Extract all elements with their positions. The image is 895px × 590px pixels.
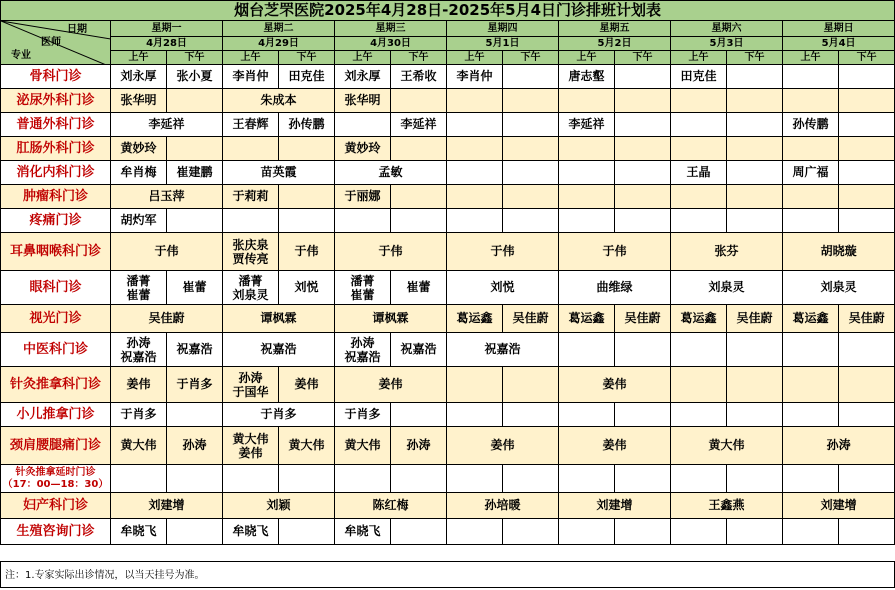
- doctor-cell: 孙传鹏: [783, 113, 839, 137]
- doctor-cell: 王希收: [391, 65, 447, 89]
- doctor-cell: 苗英霞: [223, 161, 335, 185]
- doctor-cell: [839, 403, 895, 427]
- doctor-cell: 牟晓飞: [223, 519, 279, 545]
- doctor-cell: 牟晓飞: [335, 519, 391, 545]
- doctor-cell: 于伟: [447, 233, 559, 271]
- doctor-cell: [503, 137, 559, 161]
- department-name: 生殖咨询门诊: [1, 519, 111, 545]
- department-name-line: 针灸推拿延时门诊: [15, 466, 96, 478]
- date-header: 5月3日: [671, 37, 783, 51]
- department-name: 肿瘤科门诊: [1, 185, 111, 209]
- department-name: 普通外科门诊: [1, 113, 111, 137]
- doctor-cell: 姜伟: [111, 367, 167, 403]
- doctor-cell: 姜伟: [559, 427, 671, 465]
- department-name: 视光门诊: [1, 305, 111, 333]
- doctor-cell: [447, 185, 503, 209]
- doctor-cell: 于肖多: [167, 367, 223, 403]
- doctor-cell: 刘永厚: [335, 65, 391, 89]
- table-row: [1, 427, 895, 465]
- table-row: [1, 493, 895, 519]
- doctor-cell: 祝嘉浩: [447, 333, 559, 367]
- doctor-cell: 崔建鹏: [167, 161, 223, 185]
- doctor-cell: 王晶: [671, 161, 727, 185]
- weekday-header: 星期四: [447, 21, 559, 37]
- table-row: [1, 403, 895, 427]
- doctor-cell: [783, 403, 839, 427]
- doctor-cell: [223, 367, 279, 403]
- doctor-cell: [223, 427, 279, 465]
- doctor-cell: [615, 209, 671, 233]
- doctor-cell: [727, 161, 783, 185]
- weekday-header: 星期五: [559, 21, 671, 37]
- doctor-cell: 刘悦: [447, 271, 559, 305]
- doctor-cell: 黄大伟: [111, 427, 167, 465]
- doctor-cell: [615, 65, 671, 89]
- doctor-cell: [671, 465, 727, 493]
- doctor-cell: [503, 367, 559, 403]
- doctor-name: 潘菁: [126, 273, 151, 288]
- doctor-cell: 吴佳蔚: [503, 305, 559, 333]
- table-row: [1, 161, 895, 185]
- doctor-cell: [223, 137, 279, 161]
- date-header: 5月4日: [783, 37, 895, 51]
- weekday-header: 星期六: [671, 21, 783, 37]
- department-name: 泌尿外科门诊: [1, 89, 111, 113]
- doctor-cell: [727, 89, 783, 113]
- doctor-cell: [111, 333, 167, 367]
- doctor-cell: [615, 465, 671, 493]
- doctor-cell: 刘泉灵: [783, 271, 895, 305]
- doctor-cell: 陈红梅: [335, 493, 447, 519]
- afternoon-header: 下午: [391, 51, 447, 65]
- doctor-cell: [167, 209, 223, 233]
- page-title: 烟台芝罘医院2025年4月28日-2025年5月4日门诊排班计划表: [1, 1, 895, 21]
- doctor-cell: [167, 137, 223, 161]
- doctor-cell: 孙培暖: [447, 493, 559, 519]
- doctor-cell: 于伟: [279, 233, 335, 271]
- doctor-cell: 于伟: [559, 233, 671, 271]
- doctor-cell: [279, 185, 335, 209]
- doctor-cell: 葛运鑫: [671, 305, 727, 333]
- doctor-cell: [447, 89, 503, 113]
- date-header: 5月2日: [559, 37, 671, 51]
- doctor-cell: 刘建增: [559, 493, 671, 519]
- doctor-cell: [839, 89, 895, 113]
- doctor-cell: 王鑫燕: [671, 493, 783, 519]
- doctor-cell: [447, 113, 503, 137]
- doctor-cell: [447, 465, 503, 493]
- doctor-cell: 祝嘉浩: [223, 333, 335, 367]
- doctor-cell: [503, 465, 559, 493]
- doctor-cell: 胡晓璇: [783, 233, 895, 271]
- doctor-cell: 刘悦: [279, 271, 335, 305]
- doctor-cell: 吕玉萍: [111, 185, 223, 209]
- doctor-cell: 孙涛: [391, 427, 447, 465]
- department-name: 耳鼻咽喉科门诊: [1, 233, 111, 271]
- morning-header: 上午: [559, 51, 615, 65]
- department-name: 骨科门诊: [1, 65, 111, 89]
- doctor-cell: 姜伟: [279, 367, 335, 403]
- doctor-cell: [391, 185, 447, 209]
- doctor-cell: [671, 403, 727, 427]
- table-row: [1, 465, 895, 493]
- doctor-cell: [335, 113, 391, 137]
- table-row: [1, 89, 895, 113]
- doctor-cell: [839, 113, 895, 137]
- doctor-cell: 祝嘉浩: [167, 333, 223, 367]
- doctor-name: 姜伟: [238, 445, 263, 460]
- doctor-name: 孙涛: [350, 335, 375, 350]
- doctor-cell: [447, 367, 503, 403]
- department-name: 中医科门诊: [1, 333, 111, 367]
- doctor-name: 于国华: [232, 384, 269, 399]
- afternoon-header: 下午: [727, 51, 783, 65]
- doctor-cell: 葛运鑫: [783, 305, 839, 333]
- table-row: [1, 233, 895, 271]
- department-name: 疼痛门诊: [1, 209, 111, 233]
- corner-specialty-label: 专业: [11, 50, 31, 61]
- doctor-cell: 李延祥: [391, 113, 447, 137]
- doctor-cell: [503, 185, 559, 209]
- doctor-cell: [559, 465, 615, 493]
- doctor-cell: 姜伟: [335, 367, 447, 403]
- date-header: 4月29日: [223, 37, 335, 51]
- doctor-cell: 孙涛: [167, 427, 223, 465]
- doctor-cell: 张小夏: [167, 65, 223, 89]
- doctor-cell: [727, 519, 783, 545]
- doctor-cell: [335, 209, 391, 233]
- corner-date-label: 日期: [67, 24, 87, 35]
- doctor-cell: 黄妙玲: [111, 137, 167, 161]
- morning-header: 上午: [111, 51, 167, 65]
- doctor-cell: [391, 519, 447, 545]
- doctor-cell: [727, 137, 783, 161]
- doctor-name: 孙涛: [126, 335, 151, 350]
- doctor-cell: [391, 465, 447, 493]
- department-name: 肛肠外科门诊: [1, 137, 111, 161]
- doctor-cell: [671, 209, 727, 233]
- doctor-cell: [391, 89, 447, 113]
- doctor-cell: [279, 209, 335, 233]
- doctor-cell: [839, 161, 895, 185]
- doctor-cell: 吴佳蔚: [111, 305, 223, 333]
- doctor-cell: 刘泉灵: [671, 271, 783, 305]
- doctor-cell: [447, 161, 503, 185]
- department-name: 颈肩腰腿痛门诊: [1, 427, 111, 465]
- doctor-name: 张庆泉: [232, 237, 269, 252]
- doctor-cell: [839, 137, 895, 161]
- doctor-cell: [503, 161, 559, 185]
- doctor-cell: 于伟: [111, 233, 223, 271]
- doctor-cell: [223, 209, 279, 233]
- doctor-cell: [335, 333, 391, 367]
- doctor-cell: 孙传鹏: [279, 113, 335, 137]
- doctor-name: 刘泉灵: [232, 287, 269, 302]
- doctor-cell: 田克佳: [279, 65, 335, 89]
- table-row: [1, 367, 895, 403]
- afternoon-header: 下午: [279, 51, 335, 65]
- doctor-cell: 黄大伟: [671, 427, 783, 465]
- doctor-cell: [447, 209, 503, 233]
- doctor-name: 祝嘉浩: [120, 349, 157, 364]
- doctor-cell: 唐志壑: [559, 65, 615, 89]
- doctor-cell: [559, 161, 615, 185]
- doctor-cell: 孟敏: [335, 161, 447, 185]
- table-row: [1, 305, 895, 333]
- doctor-cell: [839, 465, 895, 493]
- doctor-cell: 黄大伟: [279, 427, 335, 465]
- doctor-name: 崔蕾: [126, 287, 151, 302]
- morning-header: 上午: [671, 51, 727, 65]
- doctor-cell: [615, 113, 671, 137]
- doctor-cell: 谭枫霖: [223, 305, 335, 333]
- doctor-cell: [839, 367, 895, 403]
- doctor-name: 贾传亮: [232, 251, 269, 266]
- doctor-cell: 于肖多: [111, 403, 167, 427]
- doctor-cell: [783, 137, 839, 161]
- doctor-cell: [167, 89, 223, 113]
- doctor-cell: [783, 519, 839, 545]
- doctor-cell: [671, 113, 727, 137]
- doctor-cell: [111, 465, 167, 493]
- table-row: [1, 65, 895, 89]
- doctor-cell: 于肖多: [223, 403, 335, 427]
- doctor-cell: [559, 519, 615, 545]
- doctor-cell: [727, 185, 783, 209]
- doctor-cell: [559, 209, 615, 233]
- doctor-cell: [503, 519, 559, 545]
- doctor-cell: 祝嘉浩: [391, 333, 447, 367]
- doctor-cell: [559, 333, 615, 367]
- doctor-cell: 牟肖梅: [111, 161, 167, 185]
- doctor-cell: 王春辉: [223, 113, 279, 137]
- doctor-cell: 李肖仲: [447, 65, 503, 89]
- doctor-cell: 李延祥: [111, 113, 223, 137]
- doctor-cell: [727, 113, 783, 137]
- doctor-cell: 刘建增: [783, 493, 895, 519]
- doctor-cell: 黄妙玲: [335, 137, 391, 161]
- doctor-cell: [615, 137, 671, 161]
- table-row: [1, 271, 895, 305]
- doctor-cell: 孙涛: [783, 427, 895, 465]
- table-row: [1, 519, 895, 545]
- doctor-cell: 崔蕾: [167, 271, 223, 305]
- doctor-cell: [839, 519, 895, 545]
- morning-header: 上午: [335, 51, 391, 65]
- doctor-name: 潘菁: [238, 273, 263, 288]
- doctor-cell: 姜伟: [559, 367, 671, 403]
- doctor-cell: [559, 403, 615, 427]
- doctor-cell: [503, 209, 559, 233]
- doctor-cell: [671, 333, 727, 367]
- doctor-cell: [727, 65, 783, 89]
- doctor-cell: 谭枫霖: [335, 305, 447, 333]
- morning-header: 上午: [783, 51, 839, 65]
- doctor-name: 孙涛: [238, 370, 263, 385]
- doctor-cell: 周广福: [783, 161, 839, 185]
- doctor-cell: 牟晓飞: [111, 519, 167, 545]
- department-name: 眼科门诊: [1, 271, 111, 305]
- doctor-cell: [223, 271, 279, 305]
- doctor-cell: 李延祥: [559, 113, 615, 137]
- doctor-name: 潘菁: [350, 273, 375, 288]
- header-corner: [1, 21, 111, 65]
- afternoon-header: 下午: [839, 51, 895, 65]
- afternoon-header: 下午: [503, 51, 559, 65]
- doctor-cell: [615, 333, 671, 367]
- doctor-cell: [615, 403, 671, 427]
- date-header: 4月28日: [111, 37, 223, 51]
- table-row: [1, 185, 895, 209]
- doctor-cell: [391, 403, 447, 427]
- doctor-cell: 李肖仲: [223, 65, 279, 89]
- doctor-cell: 于伟: [335, 233, 447, 271]
- morning-header: 上午: [447, 51, 503, 65]
- doctor-cell: [727, 465, 783, 493]
- doctor-name: 祝嘉浩: [344, 349, 381, 364]
- doctor-cell: [223, 465, 279, 493]
- doctor-cell: [727, 209, 783, 233]
- doctor-cell: [447, 519, 503, 545]
- doctor-cell: [279, 137, 335, 161]
- department-name: 消化内科门诊: [1, 161, 111, 185]
- doctor-cell: [391, 137, 447, 161]
- doctor-cell: [783, 367, 839, 403]
- doctor-cell: 朱成本: [223, 89, 335, 113]
- department-name: 小儿推拿门诊: [1, 403, 111, 427]
- doctor-cell: 张华明: [111, 89, 167, 113]
- department-name: [1, 465, 111, 493]
- doctor-cell: [615, 185, 671, 209]
- doctor-cell: [839, 185, 895, 209]
- doctor-cell: 于肖多: [335, 403, 391, 427]
- doctor-cell: [727, 333, 783, 367]
- doctor-cell: [503, 89, 559, 113]
- doctor-cell: [335, 271, 391, 305]
- doctor-cell: [783, 65, 839, 89]
- doctor-cell: [503, 113, 559, 137]
- afternoon-header: 下午: [615, 51, 671, 65]
- doctor-cell: 葛运鑫: [559, 305, 615, 333]
- morning-header: 上午: [223, 51, 279, 65]
- weekday-header: 星期一: [111, 21, 223, 37]
- department-name: 妇产科门诊: [1, 493, 111, 519]
- corner-doctor-label: 医师: [41, 37, 61, 48]
- doctor-cell: 田克佳: [671, 65, 727, 89]
- doctor-cell: [503, 65, 559, 89]
- doctor-cell: 刘颖: [223, 493, 335, 519]
- doctor-cell: 崔蕾: [391, 271, 447, 305]
- doctor-cell: 吴佳蔚: [839, 305, 895, 333]
- doctor-cell: [615, 89, 671, 113]
- doctor-cell: [671, 519, 727, 545]
- doctor-cell: [223, 233, 279, 271]
- table-row: [1, 113, 895, 137]
- doctor-cell: [839, 209, 895, 233]
- afternoon-header: 下午: [167, 51, 223, 65]
- department-name-line: （17：00—18：30）: [2, 478, 109, 490]
- table-row: [1, 209, 895, 233]
- doctor-cell: [447, 137, 503, 161]
- doctor-cell: [279, 465, 335, 493]
- doctor-cell: 吴佳蔚: [615, 305, 671, 333]
- doctor-cell: [447, 403, 503, 427]
- doctor-cell: [783, 185, 839, 209]
- doctor-cell: [559, 185, 615, 209]
- doctor-cell: 黄大伟: [335, 427, 391, 465]
- doctor-cell: 胡灼军: [111, 209, 167, 233]
- table-row: [1, 137, 895, 161]
- doctor-cell: [615, 519, 671, 545]
- doctor-cell: [167, 519, 223, 545]
- doctor-cell: [559, 137, 615, 161]
- doctor-cell: 曲维绿: [559, 271, 671, 305]
- doctor-cell: [783, 89, 839, 113]
- doctor-cell: [167, 403, 223, 427]
- doctor-cell: [671, 367, 727, 403]
- weekday-header: 星期日: [783, 21, 895, 37]
- doctor-cell: [671, 185, 727, 209]
- doctor-cell: [391, 209, 447, 233]
- department-name: 针灸推拿科门诊: [1, 367, 111, 403]
- doctor-cell: [839, 65, 895, 89]
- doctor-cell: 吴佳蔚: [727, 305, 783, 333]
- doctor-cell: [559, 89, 615, 113]
- table-row: [1, 333, 895, 367]
- doctor-cell: 葛运鑫: [447, 305, 503, 333]
- weekday-header: 星期三: [335, 21, 447, 37]
- date-header: 5月1日: [447, 37, 559, 51]
- doctor-cell: [111, 271, 167, 305]
- doctor-cell: [335, 465, 391, 493]
- doctor-cell: [279, 519, 335, 545]
- doctor-cell: 于莉莉: [223, 185, 279, 209]
- date-header: 4月30日: [335, 37, 447, 51]
- doctor-cell: [727, 403, 783, 427]
- doctor-cell: [671, 89, 727, 113]
- doctor-cell: 刘永厚: [111, 65, 167, 89]
- doctor-cell: [671, 137, 727, 161]
- doctor-cell: [783, 333, 839, 367]
- weekday-header: 星期二: [223, 21, 335, 37]
- doctor-cell: [615, 161, 671, 185]
- doctor-cell: 刘建增: [111, 493, 223, 519]
- doctor-cell: 张华明: [335, 89, 391, 113]
- doctor-cell: 张芬: [671, 233, 783, 271]
- doctor-cell: [727, 367, 783, 403]
- doctor-cell: [839, 333, 895, 367]
- doctor-cell: [503, 403, 559, 427]
- doctor-name: 黄大伟: [232, 431, 269, 446]
- table-note: 注：1.专家实际出诊情况，以当天挂号为准。: [0, 561, 895, 588]
- doctor-cell: [167, 465, 223, 493]
- doctor-cell: 于丽娜: [335, 185, 391, 209]
- doctor-cell: [783, 465, 839, 493]
- doctor-cell: 姜伟: [447, 427, 559, 465]
- doctor-name: 崔蕾: [350, 287, 375, 302]
- doctor-cell: [783, 209, 839, 233]
